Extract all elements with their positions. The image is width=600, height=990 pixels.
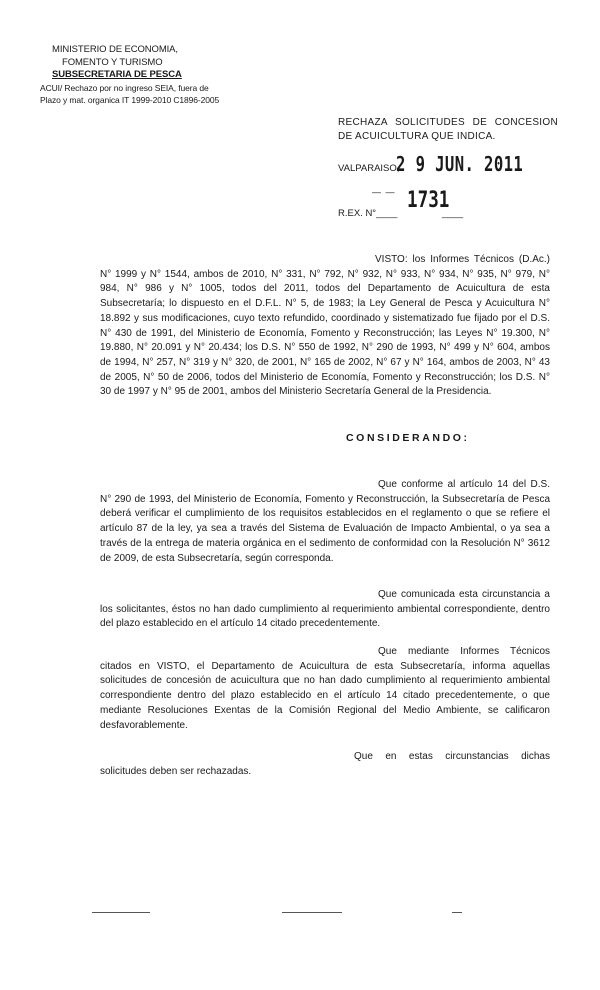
- considerando-1: Que conforme al artículo 14 del D.S. N° 290 de 1993, del Ministerio de Economía, Fomento y Reconstrucción, la Subsecretaría de Pesca deberá verificar el cumplimiento de los requisitos establecidos en el reglamento o que se refiere el artículo 87 de la ley, ya sea a través del Sistema de Evaluación de Impacto Ambiental, o ya sea a través de la entrega de materia orgánica en el sedimento de conformidad con la Resolución N° 3612 de 2009, de esta Subsecretaría, según corresponda.: [100, 479, 550, 564]
- reference-line-1: ACUI/ Rechazo por no ingreso SEIA, fuera de: [40, 82, 209, 93]
- place-label: VALPARAISO,: [338, 163, 400, 174]
- considerando-heading: CONSIDERANDO:: [346, 432, 470, 444]
- considerando-4: Que en estas circunstancias dichas solicitudes deben ser rechazadas.: [100, 751, 550, 777]
- signature-line-center: [282, 912, 342, 913]
- rex-label: [338, 208, 397, 219]
- ministry-line-1: MINISTERIO DE ECONOMIA,: [52, 44, 178, 55]
- rex-underline: ____: [376, 208, 398, 219]
- rex-number: 1731: [407, 188, 450, 213]
- subsecretaria-name: SUBSECRETARIA DE PESCA: [52, 69, 182, 80]
- resolution-date: 2 9 JUN. 2011: [396, 152, 524, 176]
- resolution-title: RECHAZA SOLICITUDES DE CONCESION DE ACUICULTURA QUE INDICA.: [338, 117, 558, 142]
- signature-line-right: [452, 912, 462, 913]
- ministry-line-2: FOMENTO Y TURISMO: [62, 56, 163, 68]
- considerando-3: Que mediante Informes Técnicos citados en VISTO, el Departamento de Acuicultura de esta Subsecretaría, informa aquellas solicitudes de concesión de acuicultura que no han dado cumplimiento al requerimiento ambiental correspondiente dentro del plazo establecido en el artículo 14 citado precedentemente, o que mediante Resoluciones Exentas de la Comisión Regional del Medio Ambiente, se calificaron desfavorablemente.: [100, 646, 550, 731]
- reference-line-2: Plazo y mat. organica IT 1999-2010 C1896-2005: [40, 94, 220, 105]
- considerando-2: Que comunicada esta circunstancia a los solicitantes, éstos no han dado cumplimiento al requerimiento ambiental correspondiente, dentro del plazo establecido en el artículo 14 citado precedentemente.: [100, 589, 550, 630]
- visto-paragraph: VISTO: los Informes Técnicos (D.Ac.) N° 1999 y N° 1544, ambos de 2010, N° 331, N° 792, N° 932, N° 933, N° 934, N° 935, N° 979, N° 984, N° 986 y N° 1005, todos del 2011, todos del Departamento de Acuicultura de esta Subsecretaría; lo dispuesto en el D.F.L. N° 5, de 1983; la Ley General de Pesca y Acuicultura N° 18.892 y sus modificaciones, cuyo texto refundido, coordinado y sistematizado fue fijado por el D.S. N° 430 de 1991, del Ministerio de Economía, Fomento y Reconstrucción; las Leyes N° 19.300, N° 19.880, N° 20.091 y N° 20.434; los D.S. N° 550 de 1992, N° 290 de 1993, N° 499 y N° 604, ambos de 1994, N° 257, N° 319 y N° 320, de 2001, N° 165 de 2002, N° 67 y N° 164, ambos de 2003, N° 43 de 2005, N° 50 de 2006, todos del Ministerio de Economía, Fomento y Reconstrucción; los D.S. N° 30 de 1997 y N° 95 de 2001, ambos del Ministerio Secretaría General de la Presidencia.: [100, 254, 550, 398]
- signature-line-left: [92, 912, 150, 913]
- rex-label-text: R.EX. N°: [338, 208, 377, 219]
- rex-underline-right: ____: [442, 208, 464, 219]
- document-header: [40, 44, 220, 106]
- dash-mark: — —: [372, 187, 396, 197]
